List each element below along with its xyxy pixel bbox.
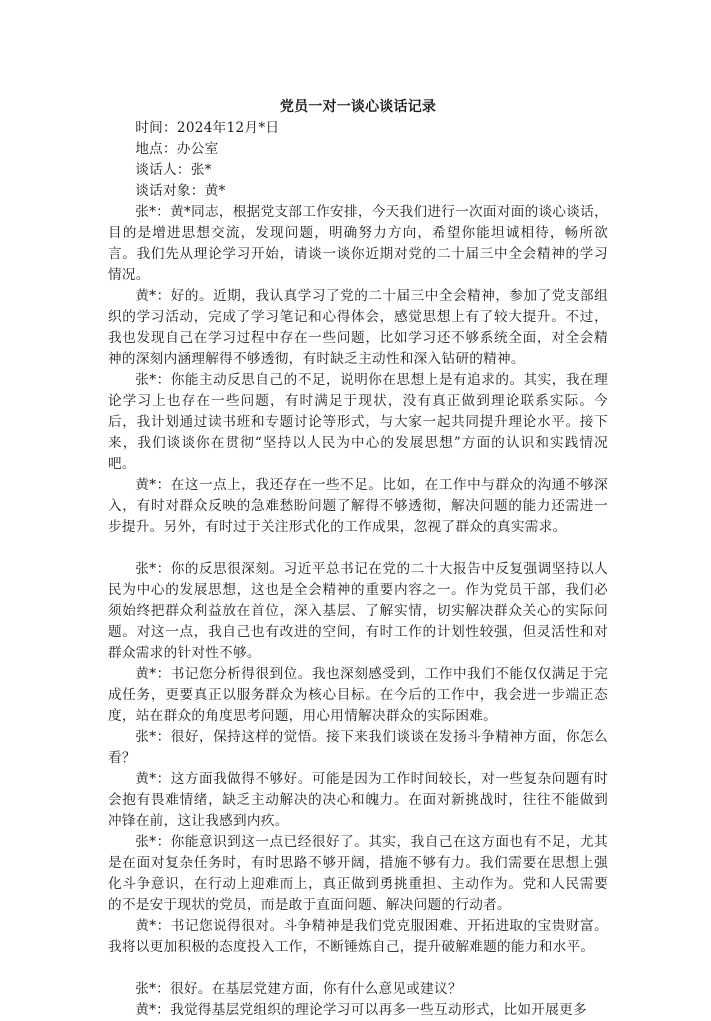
dialogue-paragraph: 黄*：我觉得基层党组织的理论学习可以再多一些互动形式，比如开展更多	[135, 1002, 587, 1018]
dialogue-paragraph: 黄*：书记您分析得很到位。我也深刻感受到，工作中我们不能仅仅满足于完成任务，更要真正以服务群众为核心目标。在今后的工作中，我会进一步端正态度，站在群众的角度思考问题，用心用情解决群众的实际困难。	[108, 666, 608, 724]
dialogue-paragraph: 黄*：书记您说得很对。斗争精神是我们党克服困难、开拓进取的宝贵财富。我将以更加积极的态度投入工作，不断锤炼自己，提升破解难题的能力和水平。	[108, 918, 608, 955]
dialogue-paragraph: 张*：你能主动反思自己的不足，说明你在思想上是有追求的。其实，我在理论学习上也存在一些问题，有时满足于现状，没有真正做到理论联系实际。今后，我计划通过读书班和专题讨论等形式，与大家一起共同提升理论水平。接下来，我们谈谈你在贯彻“坚持以人民为中心的发展思想”方面的认识和实践情况吧。	[108, 372, 608, 472]
meta-time: 时间：2024年12月*日	[135, 120, 280, 136]
dialogue-paragraph: 张*：很好，保持这样的觉悟。接下来我们谈谈在发扬斗争精神方面，你怎么看？	[108, 729, 608, 766]
dialogue-paragraph: 黄*：好的。近期，我认真学习了党的二十届三中全会精神，参加了党支部组织的学习活动，完成了学习笔记和心得体会，感觉思想上有了较大提升。不过，我也发现自己在学习过程中存在一些问题，比如学习还不够系统全面，对全会精神的深刻内涵理解得不够透彻，有时缺乏主动性和深入钻研的精神。	[108, 288, 608, 367]
meta-place: 地点：办公室	[135, 141, 219, 157]
dialogue-paragraph: 张*：黄*同志，根据党支部工作安排，今天我们进行一次面对面的谈心谈话，目的是增进思想交流，发现问题，明确努力方向，希望你能坦诚相待，畅所欲言。我们先从理论学习开始，请谈一谈你近期对党的二十届三中全会精神的学习情况。	[108, 204, 608, 283]
paragraph-spacer	[108, 958, 608, 979]
document-title: 党员一对一谈心谈话记录	[279, 99, 437, 115]
dialogue-paragraph: 张*：你的反思很深刻。习近平总书记在党的二十大报告中反复强调坚持以人民为中心的发展思想，这也是全会精神的重要内容之一。作为党员干部，我们必须始终把群众利益放在首位，深入基层、了解实情，切实解决群众关心的实际问题。对这一点，我自己也有改进的空间，有时工作的计划性较强，但灵活性和对群众需求的针对性不够。	[108, 561, 608, 661]
paragraph-spacer	[108, 538, 608, 559]
dialogue-paragraph: 黄*：在这一点上，我还存在一些不足。比如，在工作中与群众的沟通不够深入，有时对群众反映的急难愁盼问题了解得不够透彻，解决问题的能力还需进一步提升。另外，有时过于关注形式化的工作成果，忽视了群众的真实需求。	[108, 477, 608, 535]
dialogue-paragraph: 张*：很好。在基层党建方面，你有什么意见或建议？	[135, 981, 462, 997]
document	[108, 97, 608, 1021]
dialogue-paragraph: 黄*：这方面我做得不够好。可能是因为工作时间较长，对一些复杂问题有时会抱有畏难情绪，缺乏主动解决的决心和魄力。在面对新挑战时，往往不能做到冲锋在前，这让我感到内疚。	[108, 771, 608, 829]
meta-interviewer: 谈话人：张*	[135, 162, 212, 178]
meta-interviewee: 谈话对象：黄*	[135, 183, 226, 199]
dialogue-paragraph: 张*：你能意识到这一点已经很好了。其实，我自己在这方面也有不足，尤其是在面对复杂任务时，有时思路不够开阔，措施不够有力。我们需要在思想上强化斗争意识，在行动上迎难而上，真正做到勇挑重担、主动作为。党和人民需要的不是安于现状的党员，而是敢于直面问题、解决问题的行动者。	[108, 834, 608, 913]
